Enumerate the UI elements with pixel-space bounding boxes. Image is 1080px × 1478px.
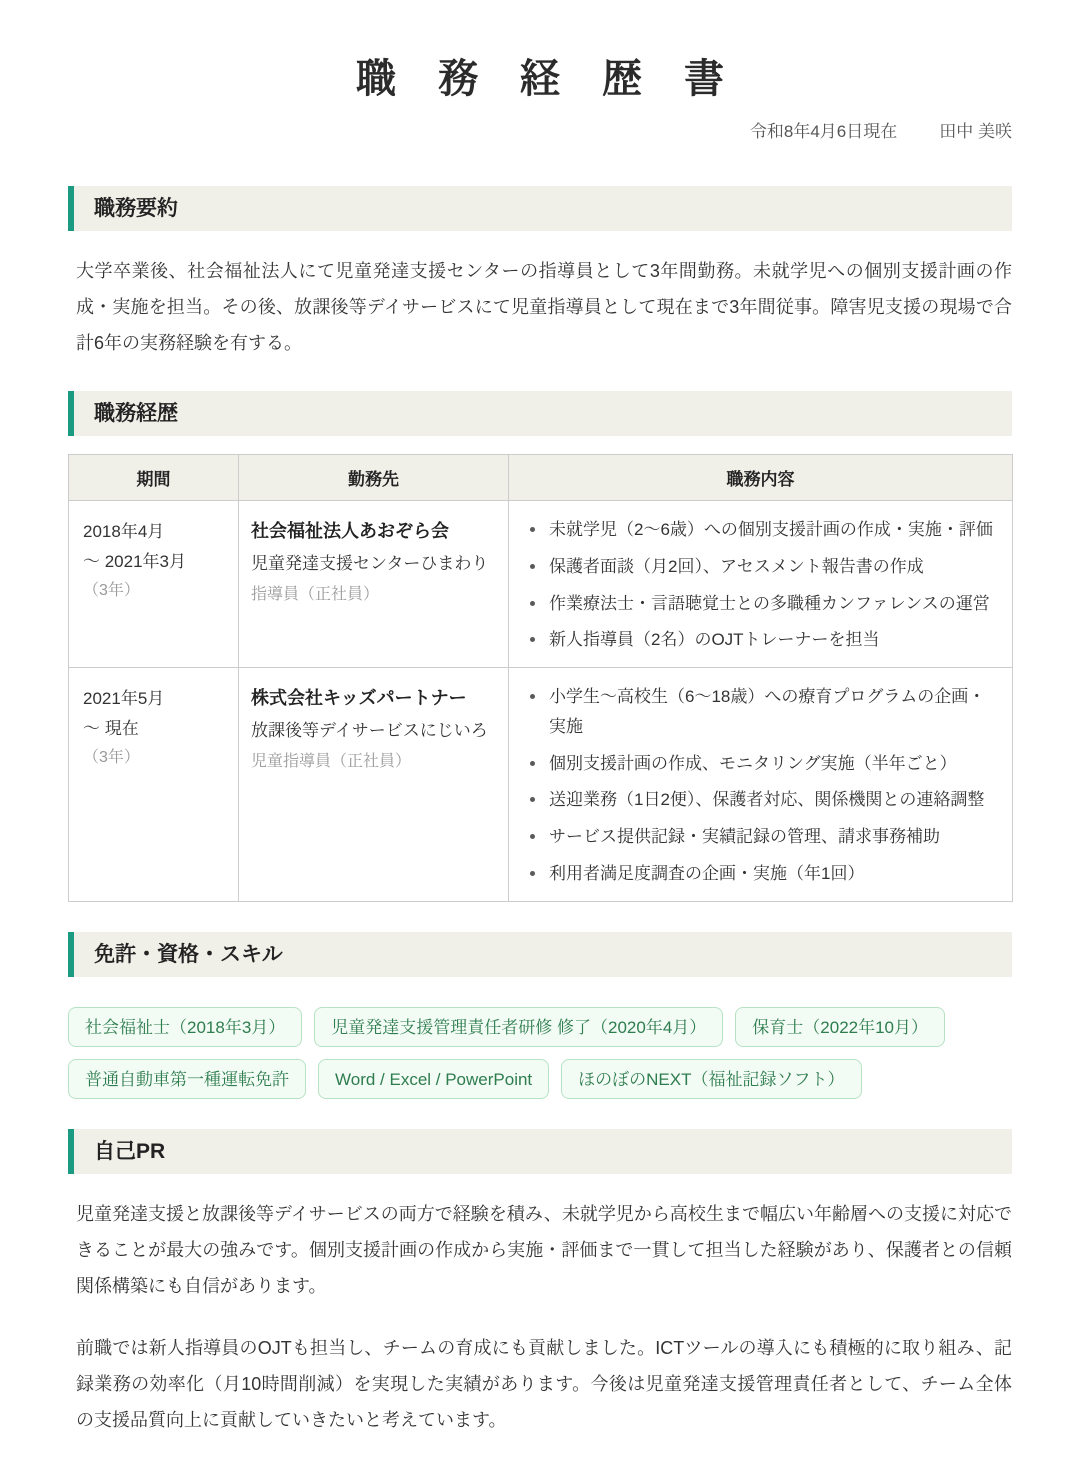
qualification-badge: 保育士（2022年10月） (735, 1007, 945, 1047)
period-line: ～ 現在 (83, 718, 139, 738)
current-date-label: 令和8年4月6日現在 (749, 122, 898, 141)
duration-label: （3年） (83, 748, 140, 766)
duty-item: 送迎業務（1日2便）、保護者対応、関係機関との連絡調整 (523, 785, 998, 815)
section-job-summary (68, 186, 1012, 361)
employer-cell (239, 501, 509, 668)
employer-cell (239, 668, 509, 902)
office-name: 児童発達支援センターひまわり (251, 553, 489, 573)
period-line: ～ 2021年3月 (83, 551, 186, 571)
career-row (69, 668, 1013, 902)
page-title: 職務経歴書 (356, 57, 766, 101)
duty-item: 未就学児（2～6歳）への個別支援計画の作成・実施・評価 (523, 515, 998, 545)
duty-item: サービス提供記録・実績記録の管理、請求事務補助 (523, 822, 998, 852)
period-cell (69, 668, 239, 902)
date-name-line (68, 117, 1012, 142)
column-header-period: 期間 (69, 455, 239, 501)
job-summary-heading: 職務要約 (68, 186, 1012, 231)
qualification-badge: Word / Excel / PowerPoint (318, 1059, 549, 1099)
duties-list (523, 682, 998, 889)
qualification-badge: 普通自動車第一種運転免許 (68, 1059, 306, 1099)
self-pr-heading: 自己PR (68, 1129, 1012, 1174)
applicant-name: 田中 美咲 (939, 122, 1012, 141)
career-row (69, 501, 1013, 668)
column-header-duties: 職務内容 (509, 455, 1013, 501)
qualifications-heading: 免許・資格・スキル (68, 932, 1012, 977)
work-history-table (68, 454, 1013, 902)
duty-item: 保護者面談（月2回）、アセスメント報告書の作成 (523, 552, 998, 582)
role-label: 指導員（正社員） (251, 586, 380, 604)
career-table-body (69, 501, 1013, 902)
job-summary-text: 大学卒業後、社会福祉法人にて児童発達支援センターの指導員として3年間勤務。未就学児への個別支援計画の作成・実施を担当。その後、放課後等デイサービスにて児童指導員として現在まで3年間従事。障害児支援の現場で合計6年の実務経験を有する。 (76, 261, 1012, 354)
period-line: 2021年5月 (83, 689, 165, 709)
period-line: 2018年4月 (83, 522, 165, 542)
office-name: 放課後等デイサービスにじいろ (251, 720, 488, 740)
duration-label: （3年） (83, 581, 140, 599)
period-cell (69, 501, 239, 668)
section-qualifications (68, 932, 1012, 1099)
qualification-badge: ほのぼのNEXT（福祉記録ソフト） (561, 1059, 861, 1099)
duty-item: 新人指導員（2名）のOJTトレーナーを担当 (523, 625, 998, 655)
qualification-badge: 社会福祉士（2018年3月） (68, 1007, 302, 1047)
role-label: 児童指導員（正社員） (251, 753, 412, 771)
duties-list (523, 515, 998, 655)
company-name: 株式会社キッズパートナー (251, 688, 467, 709)
duty-item: 作業療法士・言語聴覚士との多職種カンファレンスの運営 (523, 589, 998, 619)
work-history-heading: 職務経歴 (68, 391, 1012, 436)
duty-item: 利用者満足度調査の企画・実施（年1回） (523, 859, 998, 889)
section-work-history (68, 391, 1012, 902)
self-pr-paragraph-1: 児童発達支援と放課後等デイサービスの両方で経験を積み、未就学児から高校生まで幅広い年齢層への支援に対応できることが最大の強みです。個別支援計画の作成から実施・評価まで一貫して担当した経験があり、保護者との信頼関係構築にも自信があります。 (76, 1203, 1012, 1296)
badge-list (68, 1007, 1012, 1099)
self-pr-paragraph-2: 前職では新人指導員のOJTも担当し、チームの育成にも貢献しました。ICTツールの導入にも積極的に取り組み、記録業務の効率化（月10時間削減）を実現した実績があります。今後は児童発達支援管理責任者として、チーム全体の支援品質向上に貢献していきたいと考えています。 (76, 1337, 1012, 1430)
qualification-badge: 児童発達支援管理責任者研修 修了（2020年4月） (314, 1007, 723, 1047)
section-self-pr (68, 1129, 1012, 1438)
duties-cell (509, 668, 1013, 902)
company-name: 社会福祉法人あおぞら会 (251, 521, 449, 542)
table-header-row (69, 455, 1013, 501)
duty-item: 個別支援計画の作成、モニタリング実施（半年ごと） (523, 749, 998, 779)
duties-cell (509, 501, 1013, 668)
column-header-employer: 勤務先 (239, 455, 509, 501)
duty-item: 小学生～高校生（6～18歳）への療育プログラムの企画・実施 (523, 682, 998, 742)
